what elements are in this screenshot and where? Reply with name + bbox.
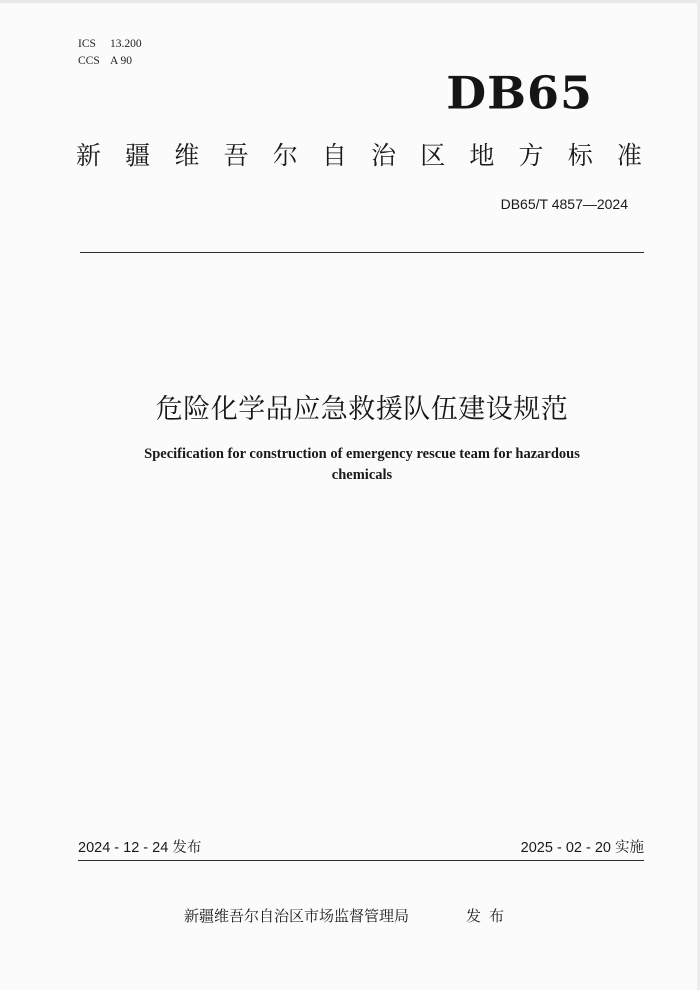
footer-divider (78, 860, 644, 861)
scan-top-edge (0, 0, 700, 3)
ccs-line (78, 53, 142, 70)
standard-type-char: 新 (76, 141, 102, 170)
standard-type-char: 区 (420, 141, 446, 170)
standard-type-char: 维 (174, 141, 200, 170)
ccs-code: A 90 (110, 55, 133, 67)
standard-type-char: 地 (469, 141, 495, 170)
standard-type-char: 方 (518, 141, 544, 170)
classification-codes (78, 36, 142, 70)
standard-type-char: 标 (567, 141, 593, 170)
title-english-line2: chemicals (331, 467, 393, 483)
standard-number: DB65/T 4857—2024 (500, 196, 628, 212)
standard-type-char: 疆 (125, 141, 151, 170)
title-english-line1: Specification for construction of emergency rescue team for hazardous (144, 446, 580, 462)
issuing-authority: 新疆维吾尔自治区市场监督管理局 (184, 907, 410, 925)
issuing-action: 发布 (466, 907, 513, 925)
standard-type-char: 尔 (272, 141, 298, 170)
standard-type-char: 准 (616, 141, 642, 170)
ics-code: 13.200 (110, 38, 142, 50)
standard-type-char: 治 (371, 141, 397, 170)
ics-label: ICS (78, 38, 96, 50)
db65-logo: DB65 (446, 66, 593, 120)
implementation-date: 2025 - 02 - 20 实施 (520, 840, 644, 856)
ccs-label: CCS (78, 55, 100, 67)
standard-type-heading (76, 136, 642, 172)
standard-type-char: 吾 (223, 141, 249, 170)
ics-line (78, 36, 142, 53)
title-chinese: 危险化学品应急救援队伍建设规范 (155, 394, 569, 425)
title-english (100, 444, 624, 486)
standard-type-char: 自 (321, 141, 347, 170)
header-divider (80, 252, 644, 253)
issue-date: 2024 - 12 - 24 发布 (78, 840, 202, 856)
